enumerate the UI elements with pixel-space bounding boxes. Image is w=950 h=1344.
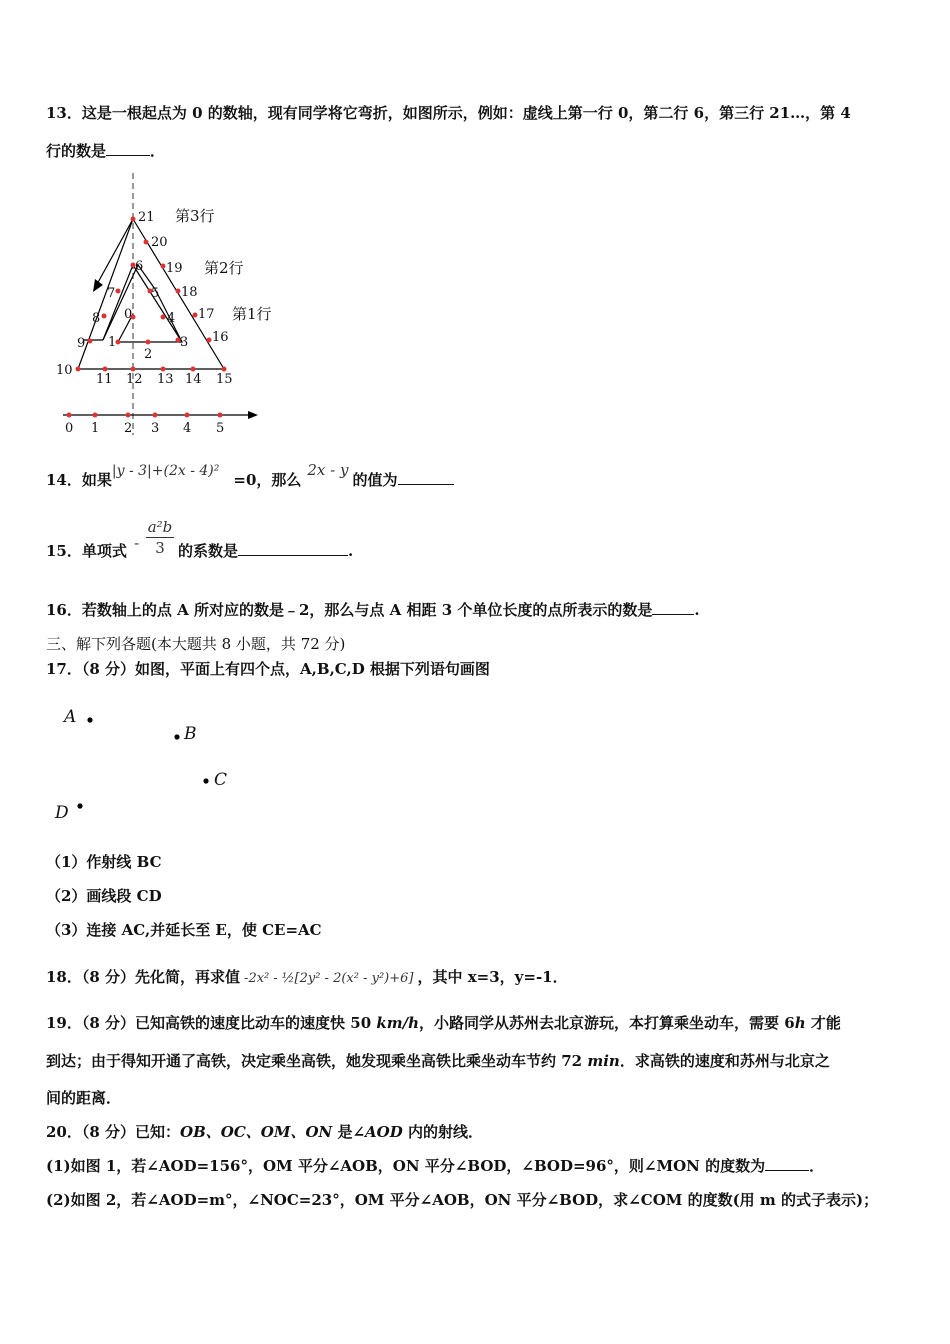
point-b: [174, 734, 179, 739]
fig-num-19: 19: [166, 261, 183, 276]
q17-stem: 17．（8 分）如图，平面上有四个点，A,B,C,D 根据下列语句画图: [46, 660, 490, 678]
section-3-title: 三、解下列各题(本大题共 8 小题，共 72 分): [46, 635, 346, 653]
fig-num-10: 10: [56, 363, 73, 378]
fig-num-13: 13: [157, 372, 174, 387]
q15-denominator: 3: [155, 539, 165, 557]
point-label-a: A: [64, 707, 77, 727]
q16-end: .: [694, 601, 700, 619]
q14-answer-blank[interactable]: [398, 470, 454, 485]
fig-num-3: 3: [180, 335, 189, 350]
fig-num-12: 12: [126, 372, 143, 387]
q19-line3: 间的距离．: [46, 1089, 122, 1107]
q20-line3: (2)如图 2，若∠AOD=m°，∠NOC=23°，OM 平分∠AOB，ON 平分∠BOD，求∠COM 的度数(用 m 的式子表示)；: [46, 1191, 879, 1209]
q13-line1: 13．这是一根起点为 0 的数轴，现有同学将它弯折，如图所示，例如：虚线上第一行 0，第二行 6，第三行 21…，第 4: [46, 104, 851, 122]
row-label-2: 第2行: [204, 259, 244, 277]
q20-line2: (1)如图 1，若∠AOD=156°，OM 平分∠AOB，ON 平分∠BOD，∠BOD=96°，则∠MON 的度数为 ．: [46, 1157, 825, 1175]
q18-suffix: ，其中 x=3，y=-1．: [417, 968, 568, 986]
fig-num-18: 18: [181, 285, 198, 300]
q19-line2: 到达；由于得知开通了高铁，决定乘坐高铁，她发现乘坐高铁比乘坐动车节约 72 min．求高铁的速度和苏州与北京之: [46, 1052, 830, 1070]
fig-num-20: 20: [151, 235, 168, 250]
point-d: [77, 803, 82, 808]
q16-line: [46, 600, 700, 620]
axis-tick-1: 1: [91, 421, 100, 436]
fig-num-0: 0: [124, 307, 133, 322]
fig-num-1: 1: [108, 335, 117, 350]
q14-line: [46, 461, 454, 491]
row-label-3: 第3行: [175, 207, 215, 225]
fig-num-6: 6: [135, 259, 144, 274]
q16-text: 16．若数轴上的点 A 所对应的数是﹣2，那么与点 A 相距 3 个单位长度的点所表示的数是: [46, 601, 653, 619]
q15-end: .: [348, 542, 354, 560]
point-c: [203, 778, 208, 783]
q15-minus: -: [134, 534, 140, 552]
q18-expression: -2x² - ½[2y² - 2(x² - y²)+6]: [244, 971, 414, 986]
q19-line1: 19．（8 分）已知高铁的速度比动车的速度快 50 km/h，小路同学从苏州去北京游玩，本打算乘坐动车，需要 6h 才能: [46, 1014, 841, 1032]
q13-bent-number-line-figure: [0, 0, 320, 450]
point-label-b: B: [184, 724, 197, 744]
fig-num-14: 14: [185, 372, 202, 387]
axis-tick-3: 3: [151, 421, 160, 436]
q20-line1: 20．（8 分）已知：OB、OC、OM、ON 是∠AOD 内的射线．: [46, 1123, 483, 1141]
q13-line2-prefix: 行的数是: [46, 142, 107, 160]
fig-num-8: 8: [92, 311, 101, 326]
inner-path: [103, 265, 182, 342]
q14-suffix: 的值为: [352, 471, 398, 489]
q14-prefix: 14．如果: [46, 471, 112, 489]
q14-expr2: 2x - y: [307, 461, 349, 479]
q15-line: [46, 534, 140, 561]
point-a: [87, 717, 92, 722]
fig-num-7: 7: [107, 286, 116, 301]
fig-num-16: 16: [212, 330, 229, 345]
fig-num-4: 4: [167, 311, 176, 326]
row-label-1: 第1行: [232, 305, 272, 323]
q15-fraction: [146, 517, 174, 558]
point-label-c: C: [214, 770, 228, 790]
fig-num-11: 11: [96, 372, 113, 387]
axis-tick-5: 5: [216, 421, 225, 436]
fig-num-15: 15: [216, 372, 233, 387]
q16-answer-blank[interactable]: [652, 600, 694, 615]
q17-item-1: （1）作射线 BC: [46, 853, 162, 871]
arrow-line: [96, 219, 133, 286]
q14-middle: =0，那么: [233, 471, 302, 489]
axis-tick-0: 0: [65, 421, 74, 436]
q15-answer-blank[interactable]: [238, 541, 348, 556]
axis-tick-2: 2: [124, 421, 133, 436]
fig-num-17: 17: [198, 307, 215, 322]
q15-numerator: a²b: [147, 518, 173, 536]
point-label-d: D: [55, 803, 69, 823]
axis-arrow-icon: [248, 411, 258, 419]
fig-num-21: 21: [138, 210, 155, 225]
q15-prefix: 15．单项式: [46, 542, 127, 560]
q17-points-figure: [0, 690, 300, 830]
fig-num-9: 9: [77, 336, 86, 351]
arrow-head-icon: [93, 279, 103, 292]
q17-item-3: （3）连接 AC,并延长至 E，使 CE=AC: [46, 921, 322, 939]
q18-prefix: 18．（8 分）先化简，再求值: [46, 968, 241, 986]
fig-num-2: 2: [144, 347, 153, 362]
q20-answer-blank[interactable]: [765, 1156, 809, 1171]
q18-line: [46, 967, 568, 989]
q17-item-2: （2）画线段 CD: [46, 887, 162, 905]
q15-tail: [178, 541, 353, 561]
q13-line2-suffix: ．: [150, 142, 166, 160]
axis-tick-4: 4: [183, 421, 192, 436]
q14-expr1: |y - 3|+(2x - 4)²: [111, 463, 220, 479]
fig-num-5: 5: [151, 286, 160, 301]
q15-suffix: 的系数是: [178, 542, 239, 560]
